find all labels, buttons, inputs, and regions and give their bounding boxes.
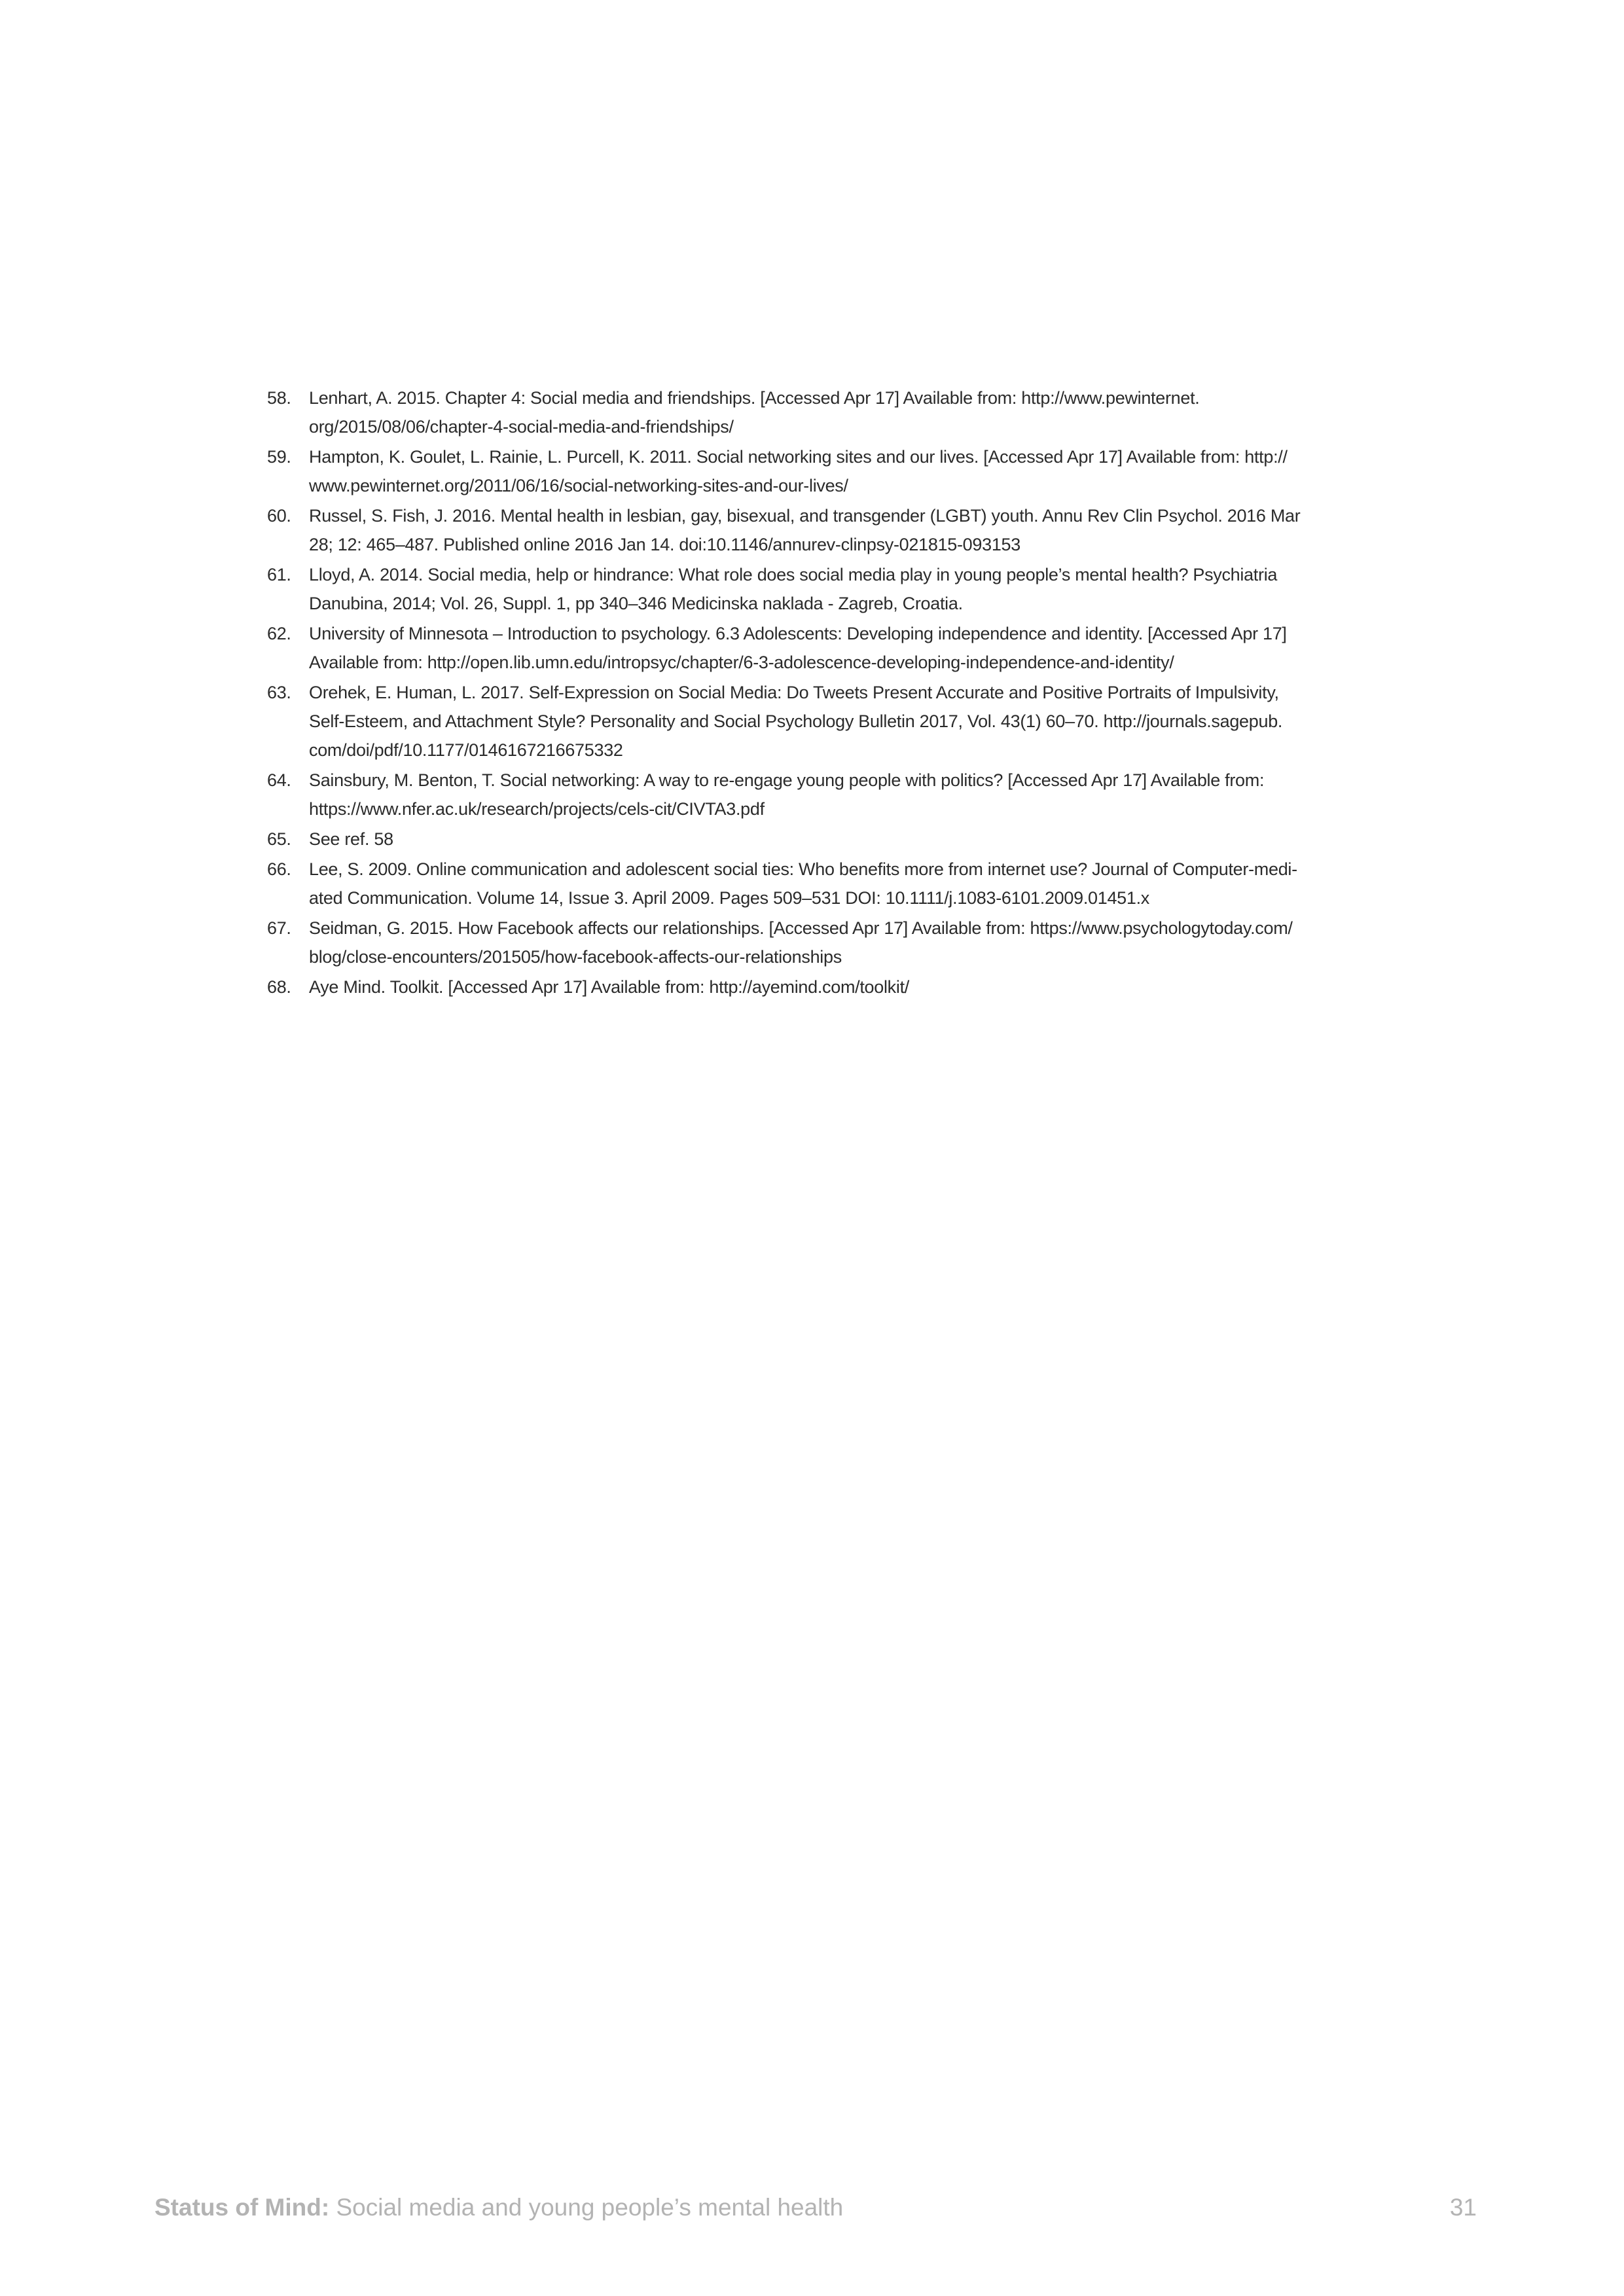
reference-text: Hampton, K. Goulet, L. Rainie, L. Purcell, K. 2011. Social networking sites and our lives. [Accessed Apr 17] Available from: http:// www.pewinternet.org/2011/06/16/social-networking-sites-and-our-lives/ — [309, 447, 1288, 495]
reference-text: Orehek, E. Human, L. 2017. Self-Expression on Social Media: Do Tweets Present Accurate and Positive Portraits of Impulsivity, Self-Esteem, and Attachment Style? Personality and Social Psychology Bulletin 2017, Vol. 43(1) 60–70. http://journals.sagepub. com/doi/pdf/10.1177/0146167216675332 — [309, 683, 1283, 760]
reference-item — [267, 619, 1380, 677]
reference-item — [267, 855, 1380, 912]
reference-text: Lloyd, A. 2014. Social media, help or hindrance: What role does social media play in young people’s mental health? Psychiatria Danubina, 2014; Vol. 26, Suppl. 1, pp 340–346 Medicinska naklada - Zagreb, Croatia. — [309, 565, 1278, 613]
reference-item — [267, 766, 1380, 823]
reference-item — [267, 384, 1380, 441]
reference-number: 64. — [267, 770, 291, 790]
reference-number: 60. — [267, 506, 291, 526]
reference-text: Sainsbury, M. Benton, T. Social networking: A way to re-engage young people with politics? [Accessed Apr 17] Available from: https://www.nfer.ac.uk/research/projects/cels-cit/CIVTA3.pdf — [309, 770, 1265, 819]
reference-number: 63. — [267, 683, 291, 702]
reference-text: Seidman, G. 2015. How Facebook affects our relationships. [Accessed Apr 17] Available from: https://www.psychologytoday.com/ blog/close-encounters/201505/how-facebook-affects-our-relationships — [309, 918, 1293, 967]
reference-number: 62. — [267, 624, 291, 643]
reference-item — [267, 825, 1380, 853]
reference-number: 67. — [267, 918, 291, 938]
reference-item — [267, 560, 1380, 618]
reference-number: 66. — [267, 859, 291, 879]
reference-text: Lenhart, A. 2015. Chapter 4: Social media and friendships. [Accessed Apr 17] Available from: http://www.pewinternet. org/2015/08/06/chapter-4-social-media-and-friendships/ — [309, 388, 1200, 437]
reference-text: Aye Mind. Toolkit. [Accessed Apr 17] Available from: http://ayemind.com/toolkit/ — [309, 977, 909, 997]
page-footer — [154, 2191, 1477, 2224]
reference-item — [267, 914, 1380, 971]
reference-item — [267, 442, 1380, 500]
footer-title-bold: Status of Mind: — [154, 2194, 330, 2221]
reference-number: 59. — [267, 447, 291, 467]
page-number: 31 — [1449, 2194, 1477, 2221]
reference-number: 61. — [267, 565, 291, 584]
reference-text: See ref. 58 — [309, 829, 393, 849]
reference-number: 65. — [267, 829, 291, 849]
reference-item — [267, 501, 1380, 559]
footer-title: Social media and young people’s mental health — [329, 2194, 844, 2221]
reference-number: 68. — [267, 977, 291, 997]
reference-item — [267, 678, 1380, 764]
reference-list — [267, 384, 1380, 1003]
reference-text: Lee, S. 2009. Online communication and adolescent social ties: Who benefits more from internet use? Journal of Computer-medi- ated Communication. Volume 14, Issue 3. April 2009. Pages 509–531 DOI: 10.1111/j.1083-6101.2009.01451.x — [309, 859, 1297, 908]
reference-item — [267, 973, 1380, 1001]
reference-text: Russel, S. Fish, J. 2016. Mental health in lesbian, gay, bisexual, and transgender (LGBT) youth. Annu Rev Clin Psychol. 2016 Mar 28; 12: 465–487. Published online 2016 Jan 14. doi:10.1146/annurev-clinpsy-021815-093153 — [309, 506, 1301, 554]
reference-text: University of Minnesota – Introduction to psychology. 6.3 Adolescents: Developing independence and identity. [Accessed Apr 17] Available from: http://open.lib.umn.edu/intropsyc/chapter/6-3-adolescence-developing-independence-and-identity/ — [309, 624, 1287, 672]
reference-number: 58. — [267, 388, 291, 408]
